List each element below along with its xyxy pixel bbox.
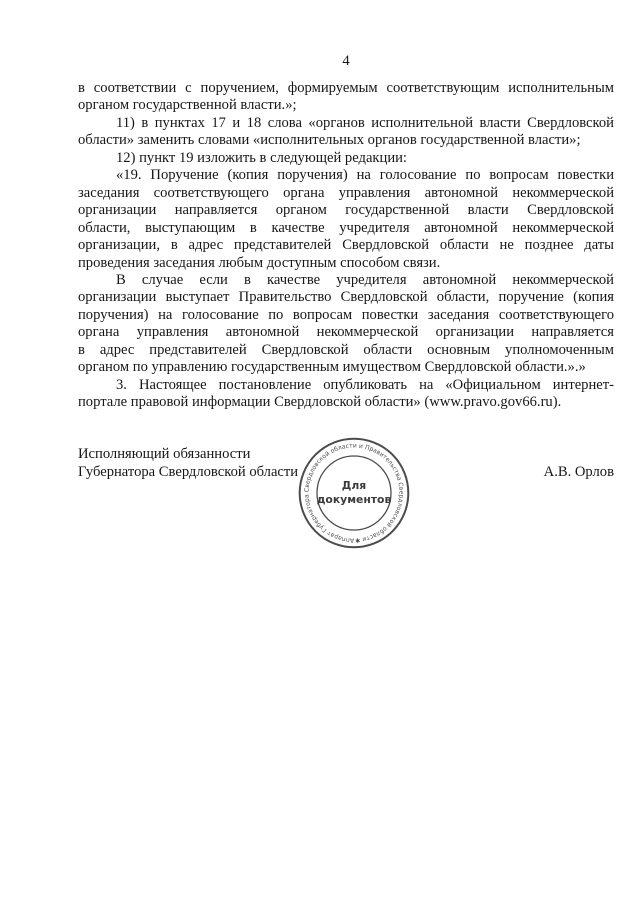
text-line: в адрес представителей Свердловской области основным уполномоченным (78, 341, 614, 358)
text-line: заседания соответствующего органа управления автономной некоммерческой (78, 184, 614, 201)
text-line: области, выступающим в качестве учредителя автономной некоммерческой (78, 219, 614, 236)
text-line: органом по управлению государственным имуществом Свердловской области.».» (78, 359, 586, 376)
text-line: проведения заседания любым доступным способом связи. (78, 254, 441, 271)
text-line: организации направляется органом государственной власти Свердловской (78, 202, 614, 219)
text-line: области» заменить словами «исполнительных органов государственной власти»; (78, 132, 581, 149)
text-line: 3. Настоящее постановление опубликовать на «Официальном интернет- (116, 376, 614, 393)
text-line: 12) пункт 19 изложить в следующей редакции: (116, 149, 407, 166)
signatory-title-line1: Исполняющий обязанности (78, 446, 251, 462)
round-stamp-seal (296, 435, 412, 551)
stamp-ring-text: Аппарат Губернатора Свердловской области и Правительства Свердловской области ✱ (303, 442, 405, 544)
document-body (78, 80, 614, 412)
text-line: 11) в пунктах 17 и 18 слова «органов исполнительной власти Свердловской (116, 114, 614, 131)
text-line: организации, в адрес представителей Свердловской области не позднее даты (78, 237, 614, 254)
text-line: органа управления автономной некоммерческой организации направляется (78, 324, 614, 341)
text-line: «19. Поручение (копия поручения) на голосование по вопросам повестки (116, 167, 614, 184)
page-number: 4 (342, 53, 350, 69)
text-line: в соответствии с поручением, формируемым соответствующим исполнительным (78, 80, 614, 96)
text-line: поручения) на голосование по вопросам повестки заседания соответствующего (78, 306, 614, 323)
signatory-title-line2: Губернатора Свердловской области (78, 463, 299, 480)
text-line: портале правовой информации Свердловской области» (www.pravo.gov66.ru). (78, 394, 562, 411)
stamp-center-line1: Для (341, 479, 367, 492)
text-line: организации выступает Правительство Свердловской области, поручение (копия (78, 289, 614, 306)
text-line: органом государственной власти.»; (78, 97, 297, 114)
text-line: В случае если в качестве учредителя автономной некоммерческой (116, 271, 614, 288)
stamp-center-line2: документов (316, 493, 392, 506)
signatory-name: А.В. Орлов (543, 463, 614, 480)
